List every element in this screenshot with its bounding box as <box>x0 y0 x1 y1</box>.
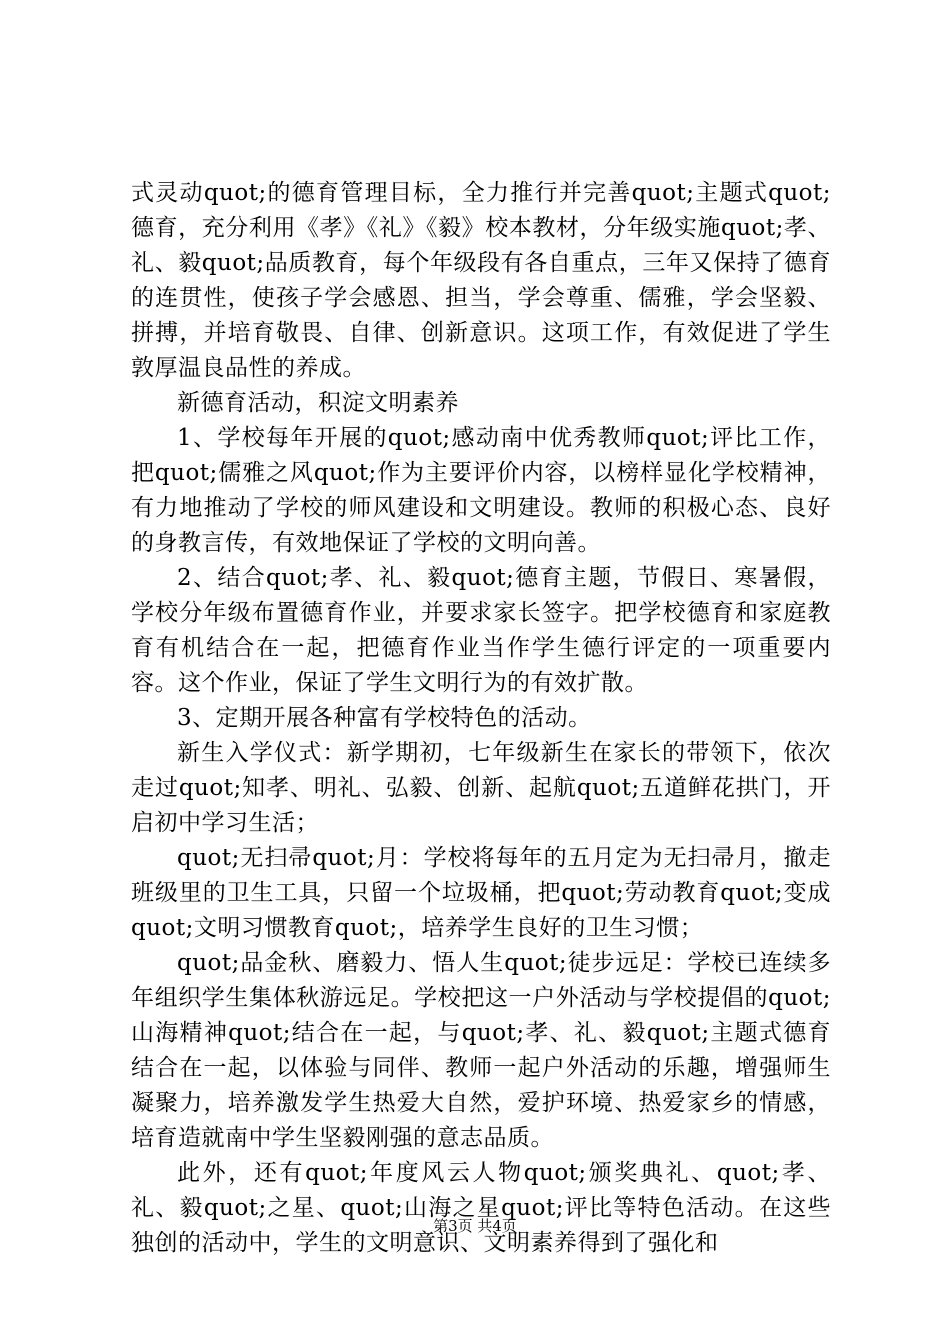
section-heading: 新德育活动，积淀文明素养 <box>177 390 459 416</box>
paragraph-other-activities: 此外，还有quot;年度风云人物quot;颁奖典礼、quot;孝、礼、毅quot;之星、quot;山海之星quot;评比等特色活动。在这些独创的活动中，学生的文明意识、文明素养得到了强化和 <box>131 1160 831 1256</box>
paragraph-continued: 式灵动quot;的德育管理目标，全力推行并完善quot;主题式quot;德育，充分利用《孝》《礼》《毅》校本教材，分年级实施quot;孝、礼、毅quot;品质教育，每个年级段有各自重点，三年又保持了德育的连贯性，使孩子学会感恩、担当，学会尊重、儒雅，学会坚毅、拼搏，并培育敬畏、自律、创新意识。这项工作，有效促进了学生敦厚温良品性的养成。 <box>131 180 831 381</box>
page-footer: 第3页 共4页 <box>433 1217 517 1235</box>
paragraph-item-2: 2、结合quot;孝、礼、毅quot;德育主题，节假日、寒暑假，学校分年级布置德育作业，并要求家长签字。把学校德育和家庭教育有机结合在一起，把德育作业当作学生德行评定的一项重要内容。这个作业，保证了学生文明行为的有效扩散。 <box>131 565 831 696</box>
document-body <box>131 176 831 1261</box>
paragraph-item-3: 3、定期开展各种富有学校特色的活动。 <box>177 705 592 731</box>
paragraph-item-1: 1、学校每年开展的quot;感动南中优秀教师quot;评比工作，把quot;儒雅之风quot;作为主要评价内容，以榜样显化学校精神，有力地推动了学校的师风建设和文明建设。教师的积极心态、良好的身教言传，有效地保证了学校的文明向善。 <box>131 425 831 556</box>
paragraph-no-broom-month: quot;无扫帚quot;月：学校将每年的五月定为无扫帚月，撤走班级里的卫生工具，只留一个垃圾桶，把quot;劳动教育quot;变成quot;文明习惯教育quot;，培养学生良好的卫生习惯； <box>131 845 831 941</box>
paragraph-enrollment-ceremony: 新生入学仪式：新学期初，七年级新生在家长的带领下，依次走过quot;知孝、明礼、弘毅、创新、起航quot;五道鲜花拱门，开启初中学习生活； <box>131 740 831 836</box>
paragraph-hiking: quot;品金秋、磨毅力、悟人生quot;徒步远足：学校已连续多年组织学生集体秋游远足。学校把这一户外活动与学校提倡的quot;山海精神quot;结合在一起，与quot;孝、礼、毅quot;主题式德育结合在一起，以体验与同伴、教师一起户外活动的乐趣，增强师生凝聚力，培养激发学生热爱大自然，爱护环境、热爱家乡的情感，培育造就南中学生坚毅刚强的意志品质。 <box>131 950 831 1151</box>
